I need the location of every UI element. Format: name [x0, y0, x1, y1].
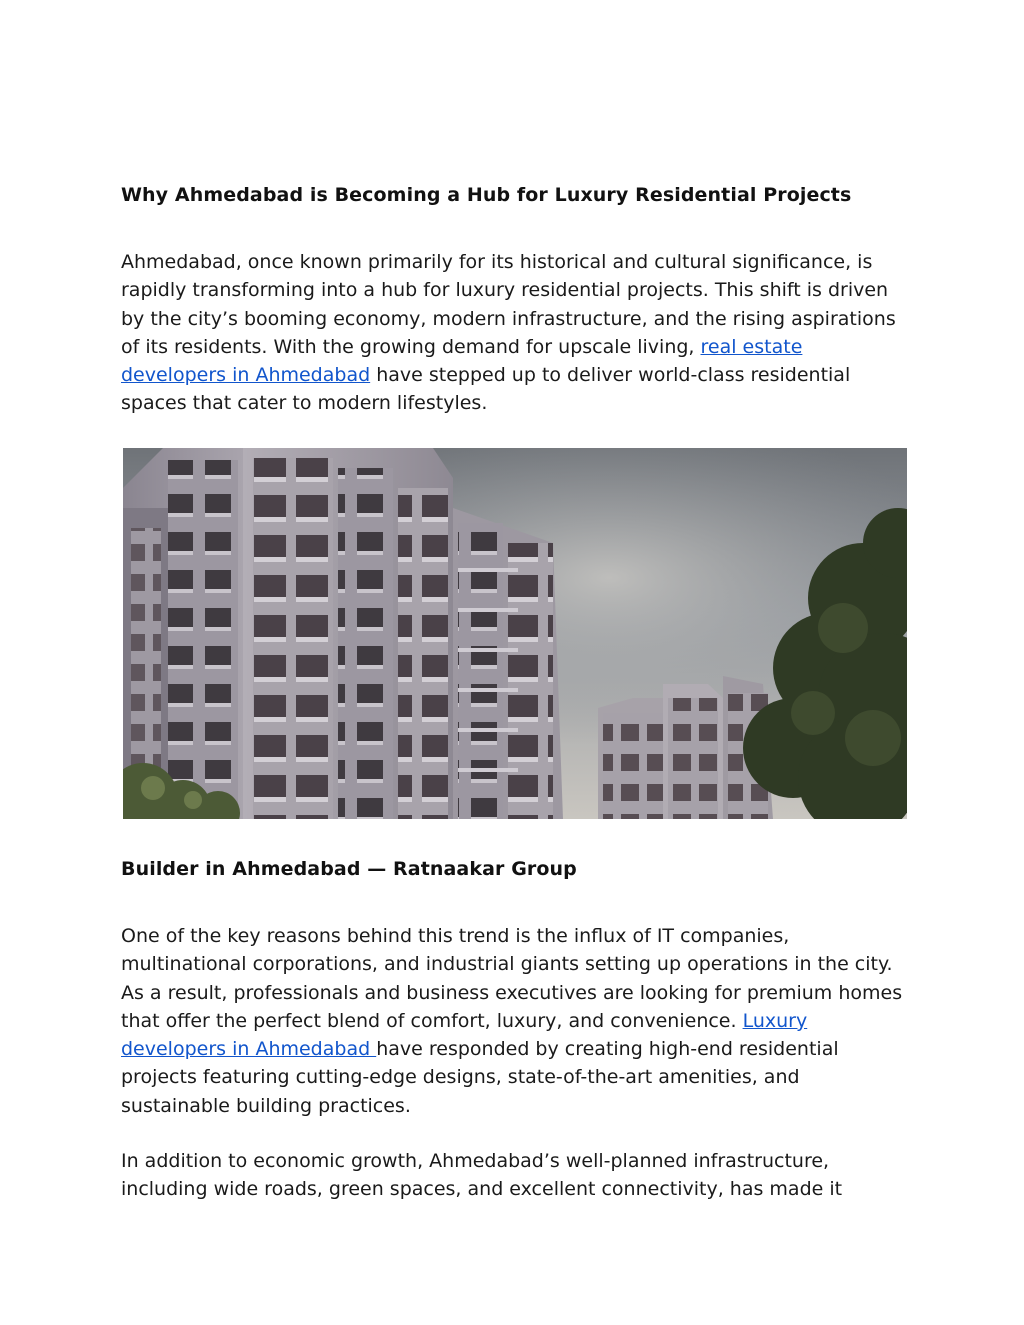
builder-subheading: Builder in Ahmedabad — Ratnaakar Group	[121, 858, 577, 880]
intro-paragraph	[121, 248, 906, 418]
article-title: Why Ahmedabad is Becoming a Hub for Luxury Residential Projects	[121, 184, 852, 206]
reasons-paragraph	[121, 922, 906, 1120]
intro-text-before: Ahmedabad, once known primarily for its historical and cultural significance, is rapidly transforming into a hub for luxury residential projects. This shift is driven by the city’s booming economy, modern infrastructure, and the rising aspirations of its residents. With the growing demand for upscale living,	[121, 251, 896, 358]
luxury-developers-link[interactable]: Luxury developers in Ahmedabad	[121, 1009, 808, 1061]
intro-text-after: have stepped up to deliver world-class residential spaces that cater to modern lifestyles.	[121, 364, 851, 415]
apartment-buildings-photo	[123, 448, 907, 819]
real-estate-developers-link[interactable]: real estate developers in Ahmedabad	[121, 335, 803, 387]
reasons-text-after: have responded by creating high-end residential projects featuring cutting-edge designs, state-of-the-art amenities, and sustainable building practices.	[121, 1038, 839, 1117]
reasons-text-before: One of the key reasons behind this trend is the influx of IT companies, multinational corporations, and industrial giants setting up operations in the city. As a result, professionals and business executives are looking for premium homes that offer the perfect blend of comfort, luxury, and convenience.	[121, 925, 903, 1032]
infrastructure-paragraph: In addition to economic growth, Ahmedabad’s well-planned infrastructure, including wide roads, green spaces, and excellent connectivity, has made it	[121, 1150, 843, 1201]
